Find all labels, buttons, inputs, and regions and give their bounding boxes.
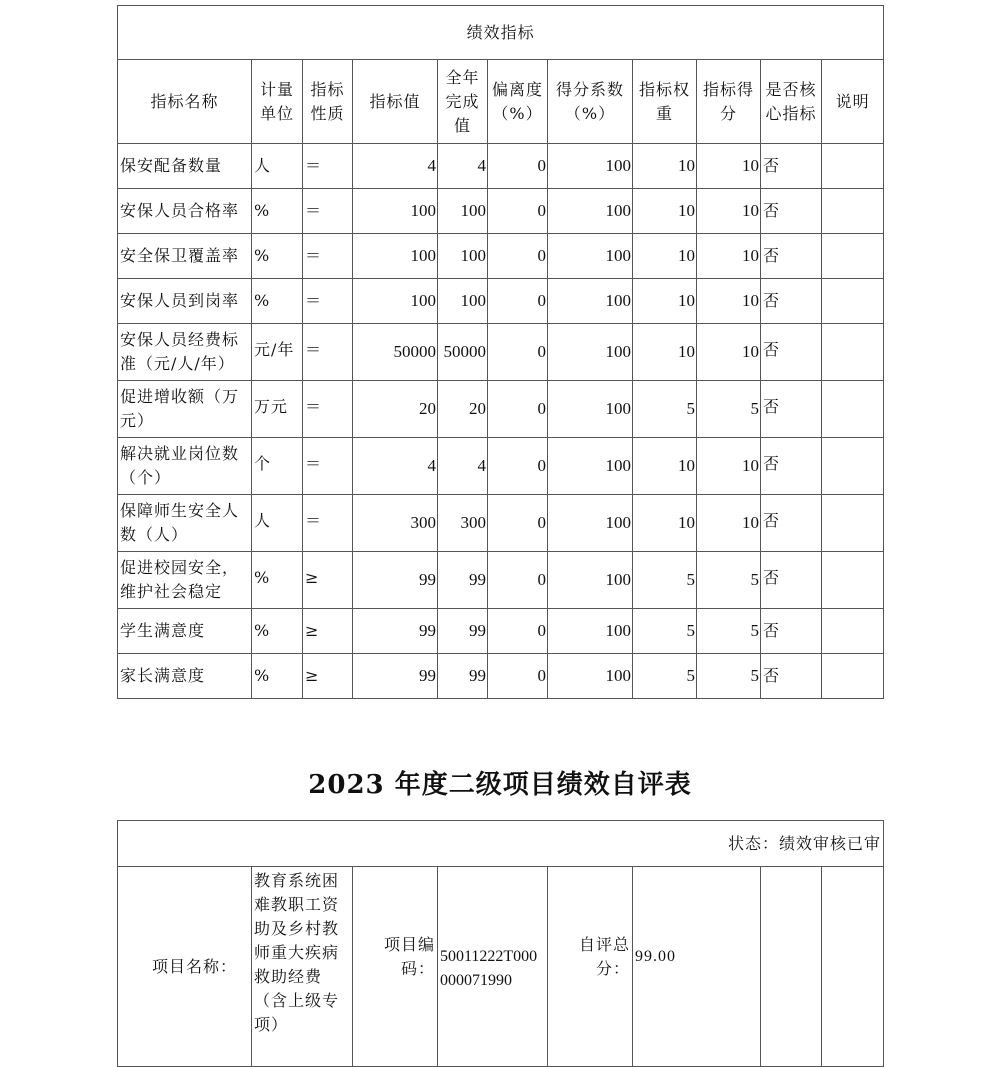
cell-nature: ≥: [303, 552, 353, 609]
cell-name: 解决就业岗位数（个）: [118, 438, 252, 495]
cell-nature: ＝: [303, 189, 353, 234]
cell-target: 99: [353, 552, 438, 609]
cell-weight: 10: [633, 324, 697, 381]
column-header: 指标权重: [633, 60, 697, 144]
cell-target: 20: [353, 381, 438, 438]
cell-deviation: 0: [488, 609, 548, 654]
cell-actual: 99: [438, 654, 488, 699]
cell-name: 安保人员到岗率: [118, 279, 252, 324]
table-row: [118, 438, 884, 495]
cell-note: [822, 552, 884, 609]
cell-name: 安全保卫覆盖率: [118, 234, 252, 279]
cell-name: 家长满意度: [118, 654, 252, 699]
cell-note: [822, 189, 884, 234]
cell-note: [822, 234, 884, 279]
cell-weight: 10: [633, 234, 697, 279]
cell-actual: 100: [438, 279, 488, 324]
table-row: [118, 654, 884, 699]
cell-coef: 100: [548, 495, 633, 552]
cell-nature: ＝: [303, 324, 353, 381]
cell-note: [822, 438, 884, 495]
cell-coef: 100: [548, 654, 633, 699]
cell-nature: ≥: [303, 609, 353, 654]
project-code-label: 项目编码：: [353, 867, 438, 1067]
empty-cell: [761, 867, 822, 1067]
column-header: 是否核心指标: [761, 60, 822, 144]
project-code-value: 50011222T000000071990: [438, 867, 548, 1067]
cell-deviation: 0: [488, 552, 548, 609]
column-header: 计量单位: [252, 60, 303, 144]
cell-core: 否: [761, 495, 822, 552]
table-row: [118, 495, 884, 552]
cell-name: 安保人员经费标准（元/人/年）: [118, 324, 252, 381]
cell-core: 否: [761, 552, 822, 609]
cell-weight: 10: [633, 189, 697, 234]
cell-coef: 100: [548, 609, 633, 654]
cell-score: 10: [697, 495, 761, 552]
cell-name: 安保人员合格率: [118, 189, 252, 234]
cell-weight: 10: [633, 144, 697, 189]
cell-unit: %: [252, 609, 303, 654]
cell-nature: ＝: [303, 279, 353, 324]
cell-score: 5: [697, 654, 761, 699]
cell-actual: 4: [438, 438, 488, 495]
cell-deviation: 0: [488, 279, 548, 324]
cell-actual: 99: [438, 609, 488, 654]
column-header: 说明: [822, 60, 884, 144]
cell-deviation: 0: [488, 144, 548, 189]
cell-name: 保障师生安全人数（人）: [118, 495, 252, 552]
cell-name: 保安配备数量: [118, 144, 252, 189]
cell-note: [822, 279, 884, 324]
cell-target: 300: [353, 495, 438, 552]
cell-score: 5: [697, 609, 761, 654]
cell-coef: 100: [548, 234, 633, 279]
cell-core: 否: [761, 438, 822, 495]
self-score-value: 99.00: [633, 867, 761, 1067]
cell-note: [822, 324, 884, 381]
cell-deviation: 0: [488, 381, 548, 438]
cell-deviation: 0: [488, 234, 548, 279]
empty-cell: [822, 867, 884, 1067]
cell-nature: ≥: [303, 654, 353, 699]
cell-weight: 10: [633, 279, 697, 324]
table-caption: 绩效指标: [118, 6, 884, 60]
cell-score: 5: [697, 552, 761, 609]
cell-actual: 4: [438, 144, 488, 189]
column-header: 偏离度（%）: [488, 60, 548, 144]
cell-coef: 100: [548, 324, 633, 381]
cell-core: 否: [761, 279, 822, 324]
cell-note: [822, 609, 884, 654]
cell-weight: 10: [633, 438, 697, 495]
cell-target: 99: [353, 609, 438, 654]
cell-note: [822, 144, 884, 189]
cell-core: 否: [761, 144, 822, 189]
cell-unit: 人: [252, 144, 303, 189]
cell-core: 否: [761, 609, 822, 654]
cell-unit: %: [252, 552, 303, 609]
table-row: [118, 552, 884, 609]
column-header: 指标名称: [118, 60, 252, 144]
cell-score: 5: [697, 381, 761, 438]
cell-core: 否: [761, 324, 822, 381]
column-header: 指标值: [353, 60, 438, 144]
cell-coef: 100: [548, 552, 633, 609]
cell-target: 4: [353, 438, 438, 495]
cell-note: [822, 495, 884, 552]
table-row: [118, 234, 884, 279]
performance-indicator-table: [117, 5, 884, 699]
cell-actual: 300: [438, 495, 488, 552]
column-header: 得分系数（%）: [548, 60, 633, 144]
project-name-value: 教育系统困难教职工资助及乡村教师重大疾病救助经费（含上级专项）: [252, 867, 353, 1067]
cell-deviation: 0: [488, 438, 548, 495]
cell-core: 否: [761, 234, 822, 279]
cell-name: 学生满意度: [118, 609, 252, 654]
cell-target: 100: [353, 234, 438, 279]
cell-weight: 5: [633, 552, 697, 609]
cell-note: [822, 654, 884, 699]
cell-deviation: 0: [488, 324, 548, 381]
cell-score: 10: [697, 144, 761, 189]
cell-score: 10: [697, 324, 761, 381]
self-score-label: 自评总分：: [548, 867, 633, 1067]
cell-target: 100: [353, 189, 438, 234]
cell-unit: 元/年: [252, 324, 303, 381]
cell-name: 促进校园安全，维护社会稳定: [118, 552, 252, 609]
status-text: 状态：绩效审核已审: [118, 821, 884, 867]
cell-core: 否: [761, 381, 822, 438]
cell-coef: 100: [548, 144, 633, 189]
cell-core: 否: [761, 654, 822, 699]
cell-actual: 20: [438, 381, 488, 438]
cell-nature: ＝: [303, 234, 353, 279]
table-row: [118, 381, 884, 438]
table-row: [118, 144, 884, 189]
cell-target: 99: [353, 654, 438, 699]
cell-unit: %: [252, 189, 303, 234]
cell-unit: 万元: [252, 381, 303, 438]
cell-target: 50000: [353, 324, 438, 381]
cell-target: 4: [353, 144, 438, 189]
cell-deviation: 0: [488, 189, 548, 234]
cell-unit: 个: [252, 438, 303, 495]
table-row: [118, 189, 884, 234]
cell-coef: 100: [548, 189, 633, 234]
cell-coef: 100: [548, 438, 633, 495]
project-name-label: 项目名称：: [118, 867, 252, 1067]
cell-deviation: 0: [488, 495, 548, 552]
cell-coef: 100: [548, 279, 633, 324]
cell-unit: %: [252, 654, 303, 699]
cell-nature: ＝: [303, 495, 353, 552]
cell-actual: 50000: [438, 324, 488, 381]
cell-nature: ＝: [303, 381, 353, 438]
cell-weight: 5: [633, 654, 697, 699]
cell-score: 10: [697, 438, 761, 495]
column-header: 指标性质: [303, 60, 353, 144]
cell-score: 10: [697, 234, 761, 279]
cell-target: 100: [353, 279, 438, 324]
cell-unit: %: [252, 279, 303, 324]
cell-actual: 100: [438, 189, 488, 234]
table-row: [118, 609, 884, 654]
cell-score: 10: [697, 279, 761, 324]
table-row: [118, 324, 884, 381]
cell-deviation: 0: [488, 654, 548, 699]
page-title: 2023 年度二级项目绩效自评表: [308, 770, 692, 800]
cell-name: 促进增收额（万元）: [118, 381, 252, 438]
column-header: 指标得分: [697, 60, 761, 144]
project-info-table: [117, 820, 884, 1067]
cell-weight: 5: [633, 381, 697, 438]
cell-core: 否: [761, 189, 822, 234]
cell-note: [822, 381, 884, 438]
column-header: 全年完成值: [438, 60, 488, 144]
cell-nature: ＝: [303, 144, 353, 189]
cell-unit: %: [252, 234, 303, 279]
cell-unit: 人: [252, 495, 303, 552]
cell-weight: 10: [633, 495, 697, 552]
cell-actual: 99: [438, 552, 488, 609]
cell-score: 10: [697, 189, 761, 234]
cell-nature: ＝: [303, 438, 353, 495]
cell-weight: 5: [633, 609, 697, 654]
table-row: [118, 279, 884, 324]
cell-actual: 100: [438, 234, 488, 279]
cell-coef: 100: [548, 381, 633, 438]
